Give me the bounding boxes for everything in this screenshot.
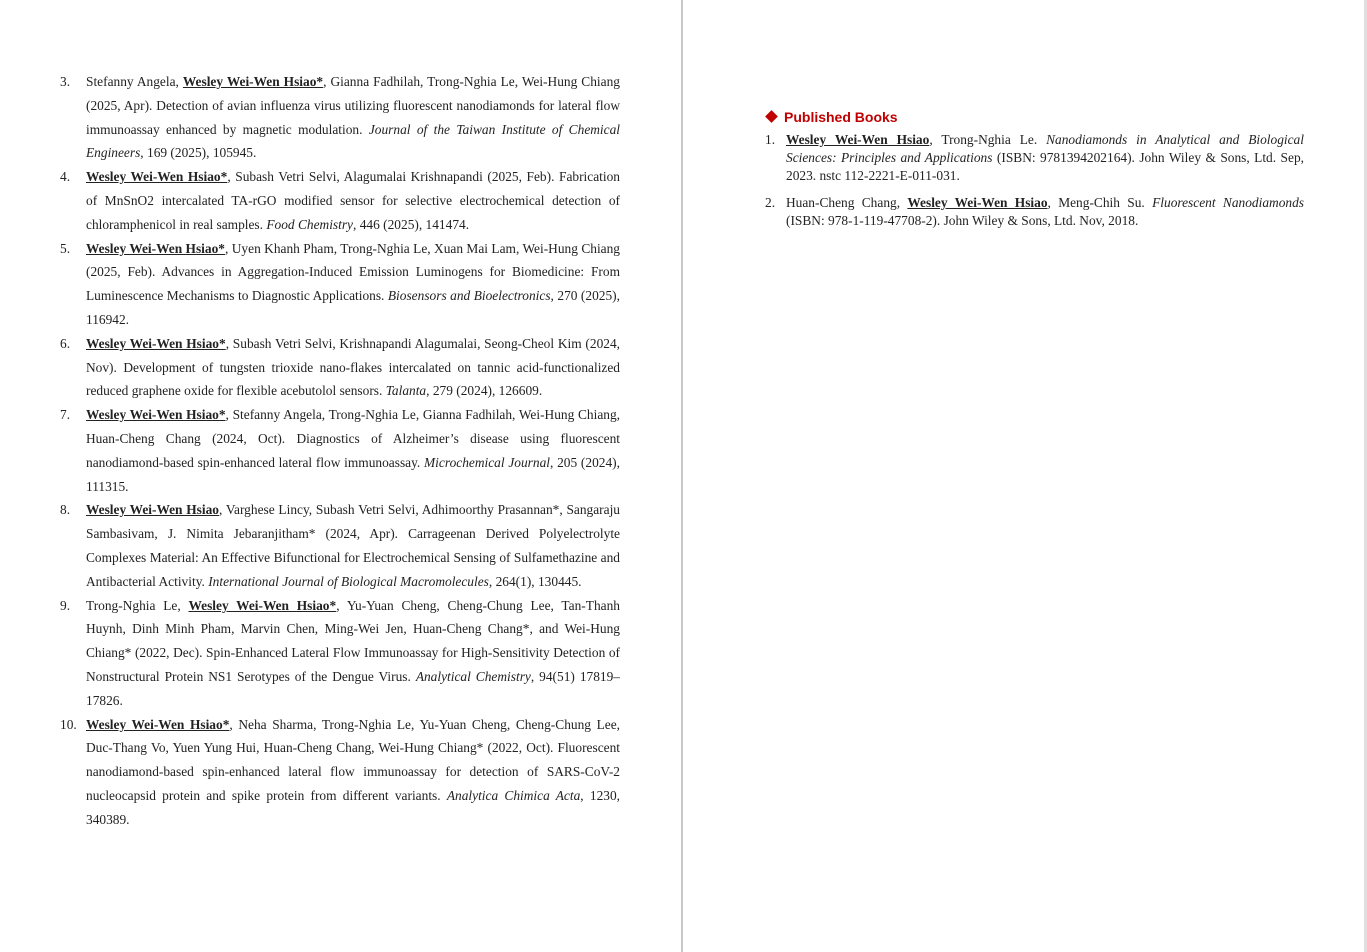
publication-coauthors-before: Stefanny Angela, xyxy=(86,74,183,89)
publication-coauthors-before: Trong-Nghia Le, xyxy=(86,597,189,613)
book-list xyxy=(765,131,1304,239)
publication-author-highlight: Wesley Wei-Wen Hsiao* xyxy=(182,74,324,89)
publication-journal: International Journal of Biological Macromolecules xyxy=(208,573,489,589)
publication-item xyxy=(60,594,620,713)
publication-volume: , 205 (2024), 111315. xyxy=(86,454,620,494)
publication-volume: , 270 (2025), 116942. xyxy=(86,288,620,327)
publication-number: 8. xyxy=(60,502,71,518)
publication-journal: Analytica Chimica Acta xyxy=(446,787,581,803)
publication-item xyxy=(60,713,620,832)
publication-author-highlight: Wesley Wei-Wen Hsiao* xyxy=(86,335,226,351)
book-number: 1. xyxy=(765,132,776,147)
book-coauthors-before: Huan-Cheng Chang, xyxy=(786,195,908,210)
publication-volume: , 1230, 340389. xyxy=(86,787,621,827)
publication-author-highlight: Wesley Wei-Wen Hsiao* xyxy=(188,597,337,613)
publication-item xyxy=(60,332,620,403)
publication-number: 3. xyxy=(60,74,71,89)
books-heading-text: Published Books xyxy=(784,109,898,125)
book-publisher-details: (ISBN: 9781394202164). John Wiley & Sons, Ltd. Sep, 2023. nstc 112-2221-E-011-031. xyxy=(786,150,1304,183)
book-publisher-details: (ISBN: 978-1-119-47708-2). John Wiley & Sons, Ltd. Nov, 2018. xyxy=(786,213,1139,228)
publication-author-highlight: Wesley Wei-Wen Hsiao* xyxy=(86,407,226,423)
publication-details: , Subash Vetri Selvi, Krishnapandi Alagumalai, Seong-Cheol Kim (2024, Nov). Development of tungsten trioxide nano-flakes intercalated on tannic acid-functionalized reduced graphene oxide for flexible acebutolol sensors. xyxy=(86,335,621,399)
publication-volume: , 446 (2025), 141474. xyxy=(353,216,470,232)
publication-journal: Talanta xyxy=(385,383,427,399)
publication-journal: Microchemical Journal xyxy=(424,454,550,470)
publication-journal: Biosensors and Bioelectronics xyxy=(387,288,551,304)
publication-journal: Journal of the Taiwan Institute of Chemical Engineers xyxy=(86,121,621,161)
publication-details: , Gianna Fadhilah, Trong-Nghia Le, Wei-Hung Chiang (2025, Apr). Detection of avian influenza virus utilizing fluorescent nanodiamonds for lateral flow immunoassay enhanced by magnetic modulation. xyxy=(86,74,620,137)
publication-number: 5. xyxy=(60,240,71,256)
publication-journal: Analytical Chemistry xyxy=(415,668,531,684)
publication-item xyxy=(60,403,620,498)
book-item xyxy=(765,131,1304,185)
book-coauthors-after: , Trong-Nghia Le. xyxy=(929,132,1047,147)
publication-details: , Neha Sharma, Trong-Nghia Le, Yu-Yuan Cheng, Cheng-Chung Lee, Duc-Thang Vo, Yuen Yung Hui, Huan-Cheng Chang, Wei-Hung Chiang* (2022, Oct). Fluorescent nanodiamond-based spin-enhanced lateral flow immunoassay for detection of SARS-CoV-2 nucleocapsid protein and spike protein from different variants. xyxy=(86,716,620,803)
publication-item xyxy=(60,498,620,593)
publication-item xyxy=(60,237,620,332)
book-coauthors-after: , Meng-Chih Su. xyxy=(1047,195,1153,210)
publication-details: , Yu-Yuan Cheng, Cheng-Chung Lee, Tan-Thanh Huynh, Dinh Minh Pham, Marvin Chen, Ming-Wei Jen, Huan-Cheng Chang*, and Wei-Hung Chiang* (2022, Dec). Spin-Enhanced Lateral Flow Immunoassay for High-Sensitivity Detection of Nonstructural Protein NS1 Serotypes of the Dengue Virus. xyxy=(86,597,620,684)
book-author-highlight: Wesley Wei-Wen Hsiao xyxy=(907,195,1048,210)
publication-journal: Food Chemistry xyxy=(266,216,354,232)
book-number: 2. xyxy=(765,195,776,210)
publication-volume: , 169 (2025), 105945. xyxy=(140,145,257,161)
publication-volume: , 264(1), 130445. xyxy=(488,573,582,589)
publication-list xyxy=(60,70,620,832)
publication-number: 9. xyxy=(60,597,71,613)
publication-details: , Subash Vetri Selvi, Alagumalai Krishnapandi (2025, Feb). Fabrication of MnSnO2 intercalated TA-rGO modified sensor for selective electrochemical detection of chloramphenicol in real samples. xyxy=(86,169,620,232)
publication-item xyxy=(60,165,620,236)
publication-number: 4. xyxy=(60,169,71,185)
publication-author-highlight: Wesley Wei-Wen Hsiao* xyxy=(86,716,230,732)
publication-details: , Varghese Lincy, Subash Vetri Selvi, Adhimoorthy Prasannan*, Sangaraju Sambasivam, J. Nimita Jebaranjitham* (2024, Apr). Carrageenan Derived Polyelectrolyte Complexes Material: An Effective Bifunctional for Electrochemical Sensing of Sulfamethazine and Antibacterial Activity. xyxy=(86,502,620,589)
publication-author-highlight: Wesley Wei-Wen Hsiao* xyxy=(86,169,228,185)
diamond-bullet-icon xyxy=(765,110,778,123)
book-author-highlight: Wesley Wei-Wen Hsiao xyxy=(786,132,930,147)
publication-number: 7. xyxy=(60,407,71,423)
book-title: Nanodiamonds in Analytical and Biological Sciences: Principles and Applications xyxy=(786,132,1304,165)
publication-details: , Stefanny Angela, Trong-Nghia Le, Gianna Fadhilah, Wei-Hung Chiang, Huan-Cheng Chang (2024, Oct). Diagnostics of Alzheimer’s disease using fluorescent nanodiamond-based spin-enhanced lateral flow immunoassay. xyxy=(86,407,621,470)
publication-volume: , 94(51) 17819–17826. xyxy=(86,668,620,708)
publication-author-highlight: Wesley Wei-Wen Hsiao* xyxy=(86,240,225,256)
published-books-heading xyxy=(767,109,898,125)
publication-author-highlight: Wesley Wei-Wen Hsiao xyxy=(86,502,219,518)
publication-details: , Uyen Khanh Pham, Trong-Nghia Le, Xuan Mai Lam, Wei-Hung Chiang (2025, Feb). Advances in Aggregation-Induced Emission Luminogens for Biomedicine: From Luminescence Mechanisms to Diagnostic Applications. xyxy=(86,240,620,304)
publication-number: 6. xyxy=(60,335,71,351)
publication-volume: , 279 (2024), 126609. xyxy=(426,383,543,399)
publication-number: 10. xyxy=(60,716,77,732)
publication-item xyxy=(60,70,620,165)
book-title: Fluorescent Nanodiamonds xyxy=(1152,195,1304,210)
book-item xyxy=(765,194,1304,230)
